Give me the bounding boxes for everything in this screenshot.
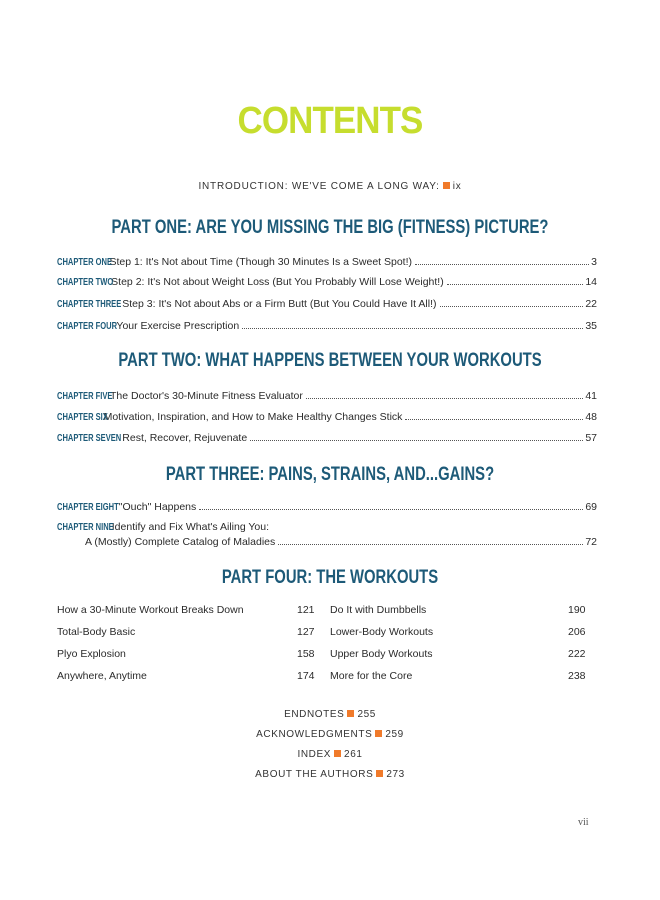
introduction-entry[interactable] (0, 181, 660, 192)
chapter-entry[interactable] (57, 276, 597, 288)
dot-leader (415, 264, 589, 265)
square-bullet-icon (443, 182, 450, 189)
square-bullet-icon (347, 710, 354, 717)
chapter-page: 72 (585, 536, 597, 548)
chapter-page: 3 (591, 256, 597, 268)
square-bullet-icon (375, 730, 382, 737)
dot-leader (440, 306, 584, 307)
chapter-title: Rest, Recover, Rejuvenate (122, 432, 248, 444)
workout-title[interactable]: Plyo Explosion (57, 648, 126, 660)
workout-page: 174 (297, 670, 315, 682)
chapter-page: 41 (585, 390, 597, 402)
back-matter-label: ACKNOWLEDGMENTS (256, 729, 373, 740)
part-one-heading: PART ONE: ARE YOU MISSING THE BIG (FITNESS) PICTURE? (111, 217, 549, 238)
dot-leader (405, 419, 583, 420)
chapter-entry[interactable] (57, 432, 597, 444)
chapter-title: Step 1: It's Not about Time (Though 30 Minutes Is a Sweet Spot!) (109, 256, 413, 268)
part-three-heading: PART THREE: PAINS, STRAINS, AND...GAINS? (165, 464, 495, 485)
back-matter-entry[interactable] (0, 769, 660, 780)
workout-page: 121 (297, 604, 315, 616)
chapter-label: CHAPTER THREE (57, 298, 122, 310)
workout-page: 206 (568, 626, 586, 638)
dot-leader (278, 544, 583, 545)
chapter-title: "Ouch" Happens (118, 501, 197, 513)
back-matter-label: INDEX (297, 749, 332, 760)
chapter-title: Your Exercise Prescription (116, 320, 240, 332)
part-four-heading: PART FOUR: THE WORKOUTS (221, 567, 439, 588)
chapter-label: CHAPTER SIX (57, 411, 108, 423)
back-matter-entry[interactable] (0, 749, 660, 760)
chapter-page: 69 (585, 501, 597, 513)
back-matter-label: ENDNOTES (284, 709, 345, 720)
chapter-page: 35 (585, 320, 597, 332)
workout-title[interactable]: How a 30-Minute Workout Breaks Down (57, 604, 244, 616)
workout-title[interactable]: More for the Core (330, 670, 413, 682)
chapter-title: Identify and Fix What's Ailing You: (111, 521, 270, 533)
chapter-label: CHAPTER NINE (57, 521, 114, 533)
chapter-title: The Doctor's 30-Minute Fitness Evaluator (110, 390, 303, 402)
workout-page: 158 (297, 648, 315, 660)
dot-leader (306, 398, 583, 399)
chapter-page: 22 (585, 298, 597, 310)
workout-title[interactable]: Lower-Body Workouts (330, 626, 434, 638)
page-number: vii (578, 817, 589, 828)
introduction-label: INTRODUCTION: WE'VE COME A LONG WAY: (198, 181, 440, 192)
chapter-label: CHAPTER ONE (57, 256, 113, 268)
chapter-title-continuation: A (Mostly) Complete Catalog of Maladies (85, 536, 276, 548)
chapter-entry[interactable] (57, 501, 597, 513)
chapter-entry[interactable] (57, 256, 597, 268)
introduction-page: ix (452, 181, 462, 192)
back-matter-page: 261 (344, 749, 363, 760)
chapter-entry[interactable] (57, 411, 597, 423)
chapter-entry[interactable] (57, 390, 597, 402)
workout-title[interactable]: Total-Body Basic (57, 626, 136, 638)
chapter-title: Motivation, Inspiration, and How to Make Healthy Changes Stick (103, 411, 403, 423)
page-title: CONTENTS (237, 100, 423, 142)
chapter-label: CHAPTER EIGHT (57, 501, 119, 513)
chapter-entry[interactable] (57, 320, 597, 332)
workout-page: 222 (568, 648, 586, 660)
workout-page: 127 (297, 626, 315, 638)
chapter-entry-continuation[interactable] (85, 536, 597, 548)
dot-leader (199, 509, 583, 510)
back-matter-entry[interactable] (0, 729, 660, 740)
back-matter-label: ABOUT THE AUTHORS (255, 769, 374, 780)
workout-title[interactable]: Do It with Dumbbells (330, 604, 427, 616)
chapter-label: CHAPTER FIVE (57, 390, 113, 402)
chapter-page: 48 (585, 411, 597, 423)
chapter-label: CHAPTER TWO (57, 276, 114, 288)
dot-leader (250, 440, 583, 441)
chapter-entry[interactable] (57, 521, 597, 533)
dot-leader (242, 328, 583, 329)
workout-title[interactable]: Upper Body Workouts (330, 648, 433, 660)
chapter-page: 57 (585, 432, 597, 444)
back-matter-page: 273 (386, 769, 405, 780)
back-matter-entry[interactable] (0, 709, 660, 720)
chapter-page: 14 (585, 276, 597, 288)
back-matter-page: 255 (357, 709, 376, 720)
workout-title[interactable]: Anywhere, Anytime (57, 670, 147, 682)
workout-page: 190 (568, 604, 586, 616)
square-bullet-icon (376, 770, 383, 777)
chapter-entry[interactable] (57, 298, 597, 310)
chapter-label: CHAPTER FOUR (57, 320, 118, 332)
back-matter-page: 259 (385, 729, 404, 740)
workout-page: 238 (568, 670, 586, 682)
chapter-title: Step 3: It's Not about Abs or a Firm Butt (But You Could Have It All!) (122, 298, 437, 310)
chapter-label: CHAPTER SEVEN (57, 432, 122, 444)
chapter-title: Step 2: It's Not about Weight Loss (But You Probably Will Lose Weight!) (111, 276, 444, 288)
square-bullet-icon (334, 750, 341, 757)
dot-leader (447, 284, 584, 285)
part-two-heading: PART TWO: WHAT HAPPENS BETWEEN YOUR WORKOUTS (118, 350, 542, 371)
